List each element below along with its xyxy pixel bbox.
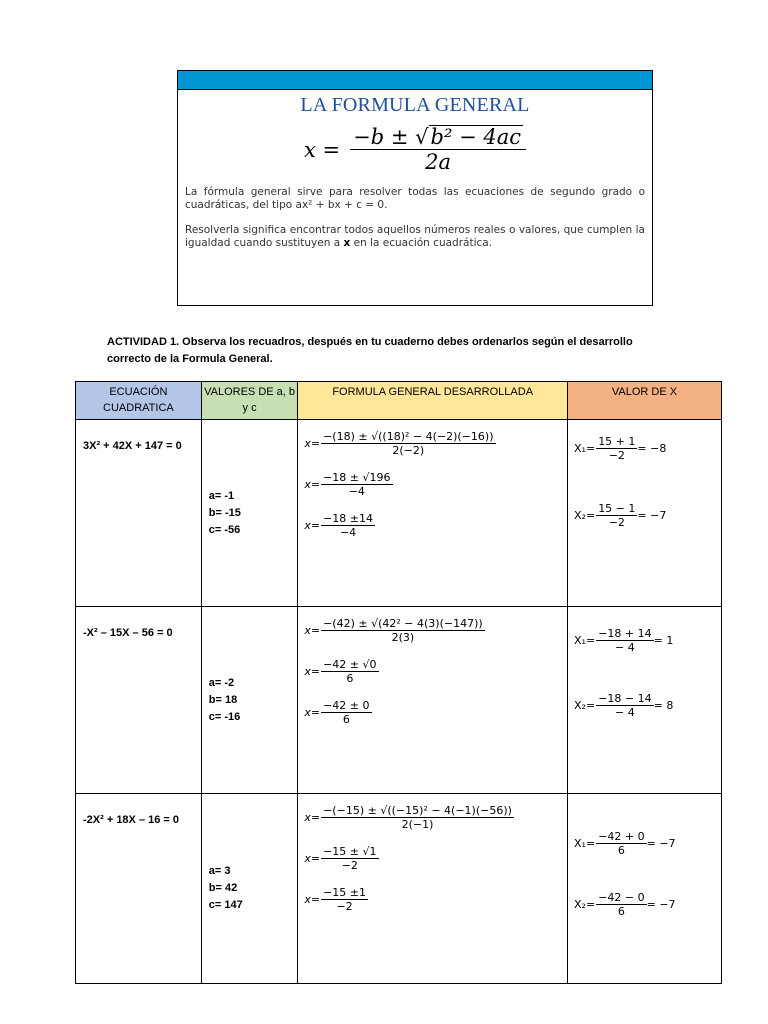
x2-result: = 8 <box>653 699 674 712</box>
x1-denominator: −2 <box>608 449 625 462</box>
formula-lhs: x = <box>304 137 341 162</box>
x-values <box>568 435 721 529</box>
step-denominator: −2 <box>336 900 353 913</box>
header-valores: VALORES DE a, b y c <box>201 382 298 420</box>
steps-cell <box>298 607 568 794</box>
x1-value <box>574 627 721 654</box>
x1-fraction <box>596 627 653 654</box>
formula-step <box>304 430 567 457</box>
x-values <box>568 627 721 719</box>
coefficients-cell <box>201 607 298 794</box>
step-denominator: 6 <box>342 713 350 726</box>
step-fraction <box>321 512 375 539</box>
step-x: x= <box>304 519 321 532</box>
x2-value <box>574 891 721 918</box>
formula-step <box>304 471 567 498</box>
step-numerator: −(42) ± √(42² − 4(3)(−147)) <box>323 617 483 630</box>
x2-label: X₂= <box>574 898 596 911</box>
x-values-cell <box>568 420 722 607</box>
coef-b: b= -15 <box>208 506 241 519</box>
formula-steps <box>298 794 567 913</box>
step-denominator: 2(−2) <box>392 444 425 457</box>
coef-a: a= -1 <box>208 489 235 502</box>
formula-step <box>304 845 567 872</box>
step-x: x= <box>304 478 321 491</box>
x-values-cell <box>568 794 722 984</box>
table-row <box>76 420 722 607</box>
equation-cell <box>76 607 202 794</box>
step-numerator: −15 ±1 <box>323 886 367 899</box>
step-denominator: 2(−1) <box>401 818 434 831</box>
step-x: x= <box>304 437 321 450</box>
x1-numerator: 15 + 1 <box>598 435 636 448</box>
formula-step <box>304 512 567 539</box>
formula-num-prefix: −b ± <box>353 125 409 149</box>
steps-cell <box>298 794 568 984</box>
formula-step <box>304 699 567 726</box>
coefficients <box>202 863 298 914</box>
x2-result: = −7 <box>637 509 667 522</box>
x2-numerator: 15 − 1 <box>598 502 636 515</box>
x2-denominator: −2 <box>608 516 625 529</box>
step-fraction <box>321 658 378 685</box>
step-x: x= <box>304 852 321 865</box>
table-header-row <box>76 382 722 420</box>
x1-result: = −7 <box>646 837 676 850</box>
coef-b: b= 18 <box>208 693 238 706</box>
coef-c: c= -56 <box>208 523 241 536</box>
x2-label: X₂= <box>574 509 596 522</box>
x1-numerator: −18 + 14 <box>598 627 652 640</box>
para2-text-after: en la ecuación cuadrática. <box>350 237 493 250</box>
x2-denominator: − 4 <box>615 706 635 719</box>
step-numerator: −(−15) ± √((−15)² − 4(−1)(−56)) <box>323 804 512 817</box>
x-values-cell <box>568 607 722 794</box>
step-numerator: −15 ± √1 <box>323 845 377 858</box>
formula-radicand: b² − 4ac <box>430 125 521 149</box>
x1-value <box>574 435 721 462</box>
x1-label: X₁= <box>574 442 596 455</box>
step-x: x= <box>304 893 321 906</box>
x1-denominator: − 4 <box>615 641 635 654</box>
step-numerator: −18 ±14 <box>323 512 374 525</box>
description-paragraph-1: La fórmula general sirve para resolver todas las ecuaciones de segundo grado o cuadráticas, del tipo ax² + bx + c = 0. <box>185 186 645 212</box>
step-denominator: 6 <box>346 672 354 685</box>
page-title: LA FORMULA GENERAL <box>300 94 530 116</box>
para2-text-before: Resolverla significa encontrar todos aquellos números reales o valores, que cumplen la igualdad cuando sustituyen a <box>185 224 645 250</box>
header-formula: FORMULA GENERAL DESARROLLADA <box>298 382 568 420</box>
formula-box-header-bar <box>178 71 652 90</box>
coefficients-cell <box>201 420 298 607</box>
step-denominator: −4 <box>339 526 357 539</box>
step-fraction <box>321 845 378 872</box>
step-denominator: −4 <box>348 485 365 498</box>
x1-denominator: 6 <box>617 844 625 857</box>
step-numerator: −(18) ± √((18)² − 4(−2)(−16)) <box>323 430 494 443</box>
formula-step <box>304 658 567 685</box>
header-ecuacion: ECUACIÓN CUADRATICA <box>76 382 202 420</box>
formula-sqrt <box>415 125 523 149</box>
step-numerator: −42 ± √0 <box>323 658 377 671</box>
x2-numerator: −42 − 0 <box>598 891 645 904</box>
step-fraction <box>321 886 368 913</box>
coef-c: c= -16 <box>208 710 241 723</box>
x2-fraction <box>596 692 653 719</box>
steps-cell <box>298 420 568 607</box>
x1-label: X₁= <box>574 634 596 647</box>
step-x: x= <box>304 811 321 824</box>
step-fraction <box>321 804 514 831</box>
step-numerator: −18 ± √196 <box>323 471 391 484</box>
step-x: x= <box>304 706 321 719</box>
x2-numerator: −18 − 14 <box>598 692 652 705</box>
x2-denominator: 6 <box>617 905 625 918</box>
coefficients-cell <box>201 794 298 984</box>
equation: -2X² + 18X – 16 = 0 <box>83 814 180 826</box>
x2-fraction <box>596 891 646 918</box>
equation: -X² – 15X – 56 = 0 <box>83 627 173 639</box>
equation-cell <box>76 420 202 607</box>
table-row <box>76 794 722 984</box>
formula-steps <box>298 607 567 726</box>
x1-value <box>574 830 721 857</box>
step-fraction <box>321 430 495 457</box>
sqrt-symbol: √ <box>415 125 429 149</box>
equation: 3X² + 42X + 147 = 0 <box>83 440 182 452</box>
formula-step <box>304 804 567 831</box>
coefficients <box>202 675 298 726</box>
table-row <box>76 607 722 794</box>
step-fraction <box>321 699 371 726</box>
coef-a: a= 3 <box>208 865 231 877</box>
formula-steps <box>298 420 567 539</box>
formula-step <box>304 617 567 644</box>
x2-value <box>574 502 721 529</box>
step-x: x= <box>304 665 321 678</box>
activity-table <box>75 381 722 984</box>
coef-b: b= 42 <box>208 882 238 894</box>
step-fraction <box>321 617 485 644</box>
general-formula <box>178 125 652 174</box>
step-numerator: −42 ± 0 <box>323 699 370 712</box>
formula-box <box>177 70 653 306</box>
formula-step <box>304 886 567 913</box>
header-valor-x: VALOR DE X <box>568 382 722 420</box>
step-x: x= <box>304 624 321 637</box>
description-paragraph-2 <box>185 224 645 250</box>
x1-numerator: −42 + 0 <box>598 830 645 843</box>
x1-label: X₁= <box>574 837 596 850</box>
x1-result: = −8 <box>637 442 667 455</box>
x2-value <box>574 692 721 719</box>
x1-fraction <box>596 830 646 857</box>
coef-a: a= -2 <box>208 676 235 689</box>
formula-numerator <box>350 125 526 150</box>
step-denominator: −2 <box>341 859 358 872</box>
para2-bold-x: x <box>343 237 351 250</box>
step-denominator: 2(3) <box>391 631 415 644</box>
x2-result: = −7 <box>646 898 676 911</box>
formula-fraction <box>350 125 526 174</box>
x1-result: = 1 <box>653 634 674 647</box>
coefficients <box>202 488 298 539</box>
x-values <box>568 830 721 918</box>
x1-fraction <box>596 435 637 462</box>
x2-fraction <box>596 502 637 529</box>
x2-label: X₂= <box>574 699 596 712</box>
coef-c: c= 147 <box>208 899 243 911</box>
formula-denominator: 2a <box>425 150 451 175</box>
activity-instructions: ACTIVIDAD 1. Observa los recuadros, después en tu cuaderno debes ordenarlos según el desarrollo correcto de la Formula General. <box>107 336 633 365</box>
step-fraction <box>321 471 392 498</box>
equation-cell <box>76 794 202 984</box>
